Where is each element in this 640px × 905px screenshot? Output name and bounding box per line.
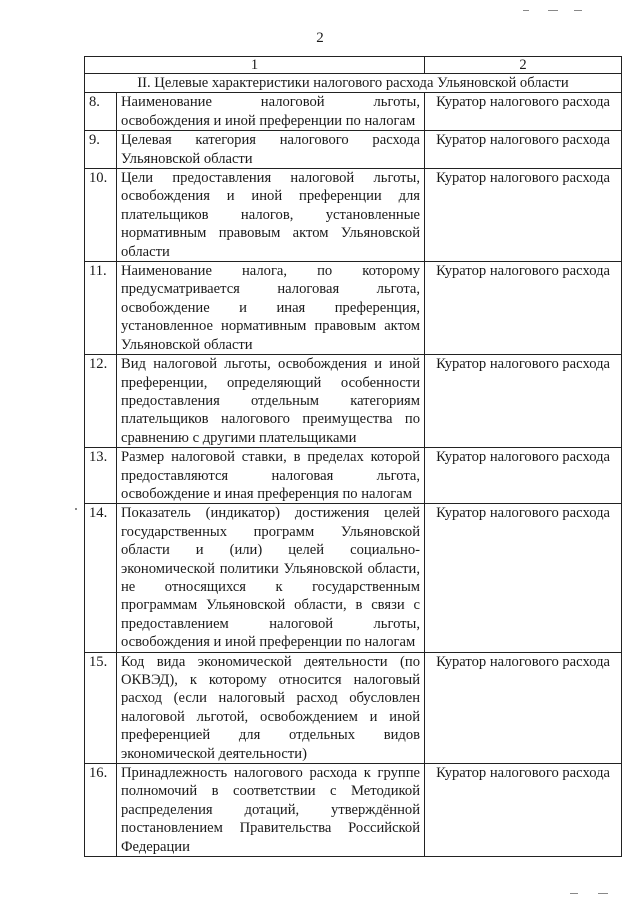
row-characteristic: Цели предоставления налоговой льготы, освобождения и иной преференции для плательщиков налогов, установленные нормативным правовым актом Ульяновской области: [117, 169, 425, 262]
row-responsible: Куратор налогового расхода: [425, 131, 622, 169]
row-number: 8.: [85, 93, 117, 131]
scan-speck: [574, 10, 582, 11]
table-row: [85, 504, 622, 652]
row-responsible: Куратор налогового расхода: [425, 764, 622, 857]
row-characteristic: Наименование налоговой льготы, освобождения и иной преференции по налогам: [117, 93, 425, 131]
scan-speck: [598, 893, 608, 894]
section-title: II. Целевые характеристики налогового расхода Ульяновской области: [85, 74, 622, 93]
row-characteristic: Размер налоговой ставки, в пределах которой предоставляются налоговая льгота, освобождение и иная преференция по налогам: [117, 448, 425, 504]
scan-speck: [548, 10, 558, 11]
row-number: 10.: [85, 169, 117, 262]
table-row: [85, 262, 622, 355]
row-number: 15.: [85, 652, 117, 763]
page-number: 2: [316, 30, 324, 46]
row-characteristic: Код вида экономической деятельности (по ОКВЭД), к которому относится налоговый расход (если налоговый расход обусловлен налоговой льготой, освобождением и иной преференцией для отдельных видов экономической деятельности): [117, 652, 425, 763]
row-responsible: Куратор налогового расхода: [425, 355, 622, 448]
row-number: 9.: [85, 131, 117, 169]
row-number: 16.: [85, 764, 117, 857]
scan-speck: [570, 893, 578, 894]
table-row: [85, 652, 622, 763]
row-number: 14.: [85, 504, 117, 652]
row-responsible: Куратор налогового расхода: [425, 504, 622, 652]
column-header-row: [85, 57, 622, 74]
table-row: [85, 93, 622, 131]
row-number: 12.: [85, 355, 117, 448]
row-number: 13.: [85, 448, 117, 504]
section-row: [85, 74, 622, 93]
column-header-1: 1: [85, 57, 425, 74]
row-characteristic: Вид налоговой льготы, освобождения и иной преференции, определяющий особенности предоставления отдельным категориям плательщиков налогового преимущества по сравнению с другими плательщиками: [117, 355, 425, 448]
scan-speck: [523, 10, 529, 11]
table-row: [85, 131, 622, 169]
row-responsible: Куратор налогового расхода: [425, 448, 622, 504]
table-row: [85, 169, 622, 262]
row-characteristic: Целевая категория налогового расхода Ульяновской области: [117, 131, 425, 169]
row-characteristic: Принадлежность налогового расхода к группе полномочий в соответствии с Методикой распределения дотаций, утверждённой постановлением Правительства Российской Федерации: [117, 764, 425, 857]
row-number: 11.: [85, 262, 117, 355]
row-characteristic: Наименование налога, по которому предусматривается налоговая льгота, освобождение и иная преференция, установленное нормативным правовым актом Ульяновской области: [117, 262, 425, 355]
table-row: [85, 355, 622, 448]
scan-speck: [75, 508, 77, 510]
table-row: [85, 764, 622, 857]
row-responsible: Куратор налогового расхода: [425, 169, 622, 262]
row-responsible: Куратор налогового расхода: [425, 262, 622, 355]
column-header-2: 2: [425, 57, 622, 74]
row-responsible: Куратор налогового расхода: [425, 652, 622, 763]
table-row: [85, 448, 622, 504]
tax-expense-table: [84, 56, 622, 857]
row-responsible: Куратор налогового расхода: [425, 93, 622, 131]
row-characteristic: Показатель (индикатор) достижения целей государственных программ Ульяновской области и (или) целей социально-экономической политики Ульяновской области, не относящихся к государственным программам Ульяновской области, в связи с предоставлением налоговой льготы, освобождения и иной преференции по налогам: [117, 504, 425, 652]
